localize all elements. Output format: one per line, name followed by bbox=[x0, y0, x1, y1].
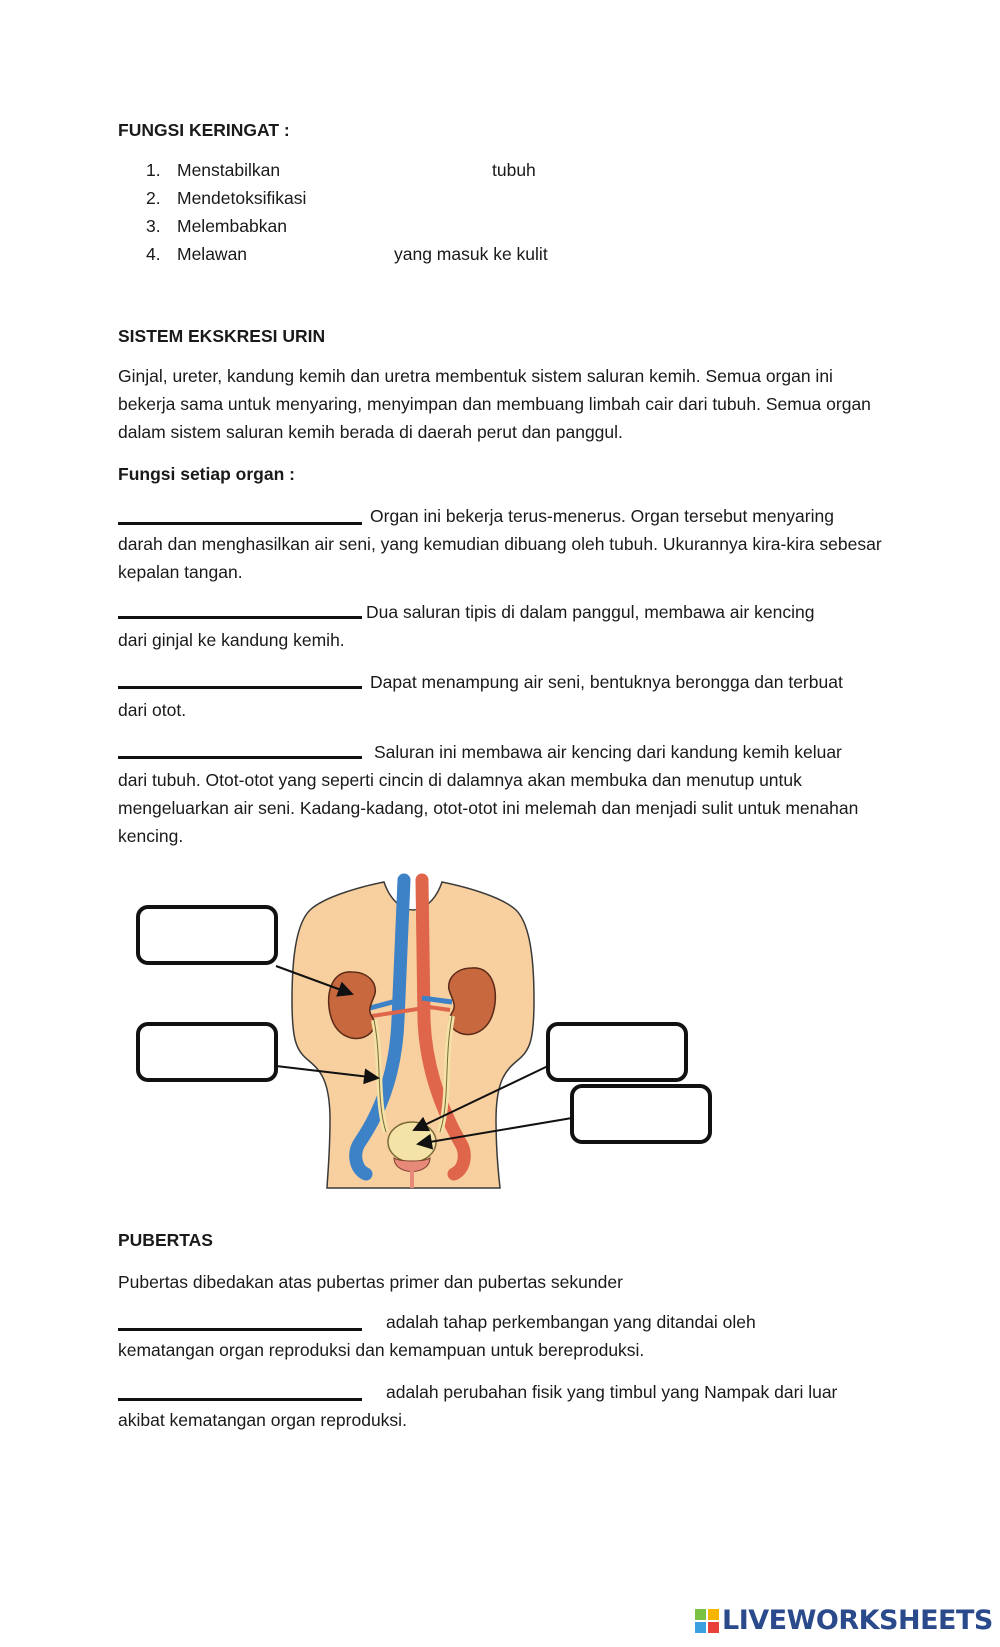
section-title-fungsi-keringat: FUNGSI KERINGAT : bbox=[118, 120, 290, 140]
list-item-text: Melawan bbox=[177, 244, 248, 264]
answer-input-organ-2[interactable] bbox=[118, 592, 366, 618]
pubertas-description: kematangan organ reproduksi dan kemampuan untuk bereproduksi. bbox=[118, 1340, 645, 1360]
liveworksheets-logo bbox=[694, 1606, 993, 1636]
answer-input-keringat-1[interactable] bbox=[300, 158, 489, 184]
answer-input-pubertas-1[interactable] bbox=[118, 1304, 366, 1330]
answer-input-organ-1[interactable] bbox=[118, 498, 366, 524]
list-number: 2. bbox=[146, 188, 161, 208]
organ-description: darah dan menghasilkan air seni, yang kemudian dibuang oleh tubuh. Ukurannya kira-kira sebesar kepalan tangan. bbox=[118, 534, 882, 582]
organ-description: Dua saluran tipis di dalam panggul, membawa air kencing bbox=[366, 602, 815, 622]
intro-paragraph: Ginjal, ureter, kandung kemih dan uretra membentuk sistem saluran kemih. Semua organ ini bekerja sama untuk menyaring, menyimpan dan membuang limbah cair dari tubuh. Semua organ dalam sistem saluran kemih berada di daerah perut dan panggul. bbox=[118, 366, 871, 442]
answer-input-keringat-2[interactable] bbox=[330, 186, 534, 212]
pubertas-description: akibat kematangan organ reproduksi. bbox=[118, 1410, 407, 1430]
pubertas-description: adalah tahap perkembangan yang ditandai oleh bbox=[386, 1312, 756, 1332]
organ-description: Dapat menampung air seni, bentuknya berongga dan terbuat bbox=[370, 672, 843, 692]
answer-input-keringat-3[interactable] bbox=[305, 214, 509, 240]
pubertas-intro: Pubertas dibedakan atas pubertas primer dan pubertas sekunder bbox=[118, 1272, 623, 1292]
diagram-label-input-urethra[interactable] bbox=[578, 1092, 708, 1138]
list-number: 3. bbox=[146, 216, 161, 236]
subsection-title-fungsi-organ: Fungsi setiap organ : bbox=[118, 464, 295, 484]
organ-description: dari ginjal ke kandung kemih. bbox=[118, 630, 345, 650]
pubertas-description: adalah perubahan fisik yang timbul yang Nampak dari luar bbox=[386, 1382, 838, 1402]
list-number: 1. bbox=[146, 160, 161, 180]
section-title-pubertas: PUBERTAS bbox=[118, 1230, 213, 1250]
list-item-text: tubuh bbox=[492, 160, 536, 180]
section-title-sistem-ekskresi: SISTEM EKSKRESI URIN bbox=[118, 326, 326, 346]
list-item-text: Mendetoksifikasi bbox=[177, 188, 307, 208]
list-number: 4. bbox=[146, 244, 161, 264]
diagram-label-input-kidney[interactable] bbox=[144, 913, 274, 959]
list-item-text: yang masuk ke kulit bbox=[394, 244, 548, 264]
answer-input-keringat-4[interactable] bbox=[262, 242, 391, 268]
organ-description: Saluran ini membawa air kencing dari kandung kemih keluar bbox=[374, 742, 842, 762]
organ-description: dari otot. bbox=[118, 700, 187, 720]
organ-description: dari tubuh. Otot-otot yang seperti cincin di dalamnya akan membuka dan menutup untuk mengeluarkan air seni. Kadang-kadang, otot-otot ini melemah dan menjadi sulit untuk menahan kencing. bbox=[118, 770, 859, 846]
liveworksheets-wordmark: LIVEWORKSHEETS bbox=[722, 1605, 993, 1636]
liveworksheets-logo-icon bbox=[694, 1608, 720, 1634]
list-item-text: Menstabilkan bbox=[177, 160, 281, 180]
answer-input-pubertas-2[interactable] bbox=[118, 1374, 366, 1400]
organ-description: Organ ini bekerja terus-menerus. Organ tersebut menyaring bbox=[370, 506, 834, 526]
list-item-text: Melembabkan bbox=[177, 216, 287, 236]
diagram-label-input-bladder[interactable] bbox=[554, 1030, 684, 1076]
answer-input-organ-4[interactable] bbox=[118, 732, 366, 758]
answer-input-organ-3[interactable] bbox=[118, 662, 366, 688]
diagram-label-input-ureter[interactable] bbox=[144, 1030, 274, 1076]
